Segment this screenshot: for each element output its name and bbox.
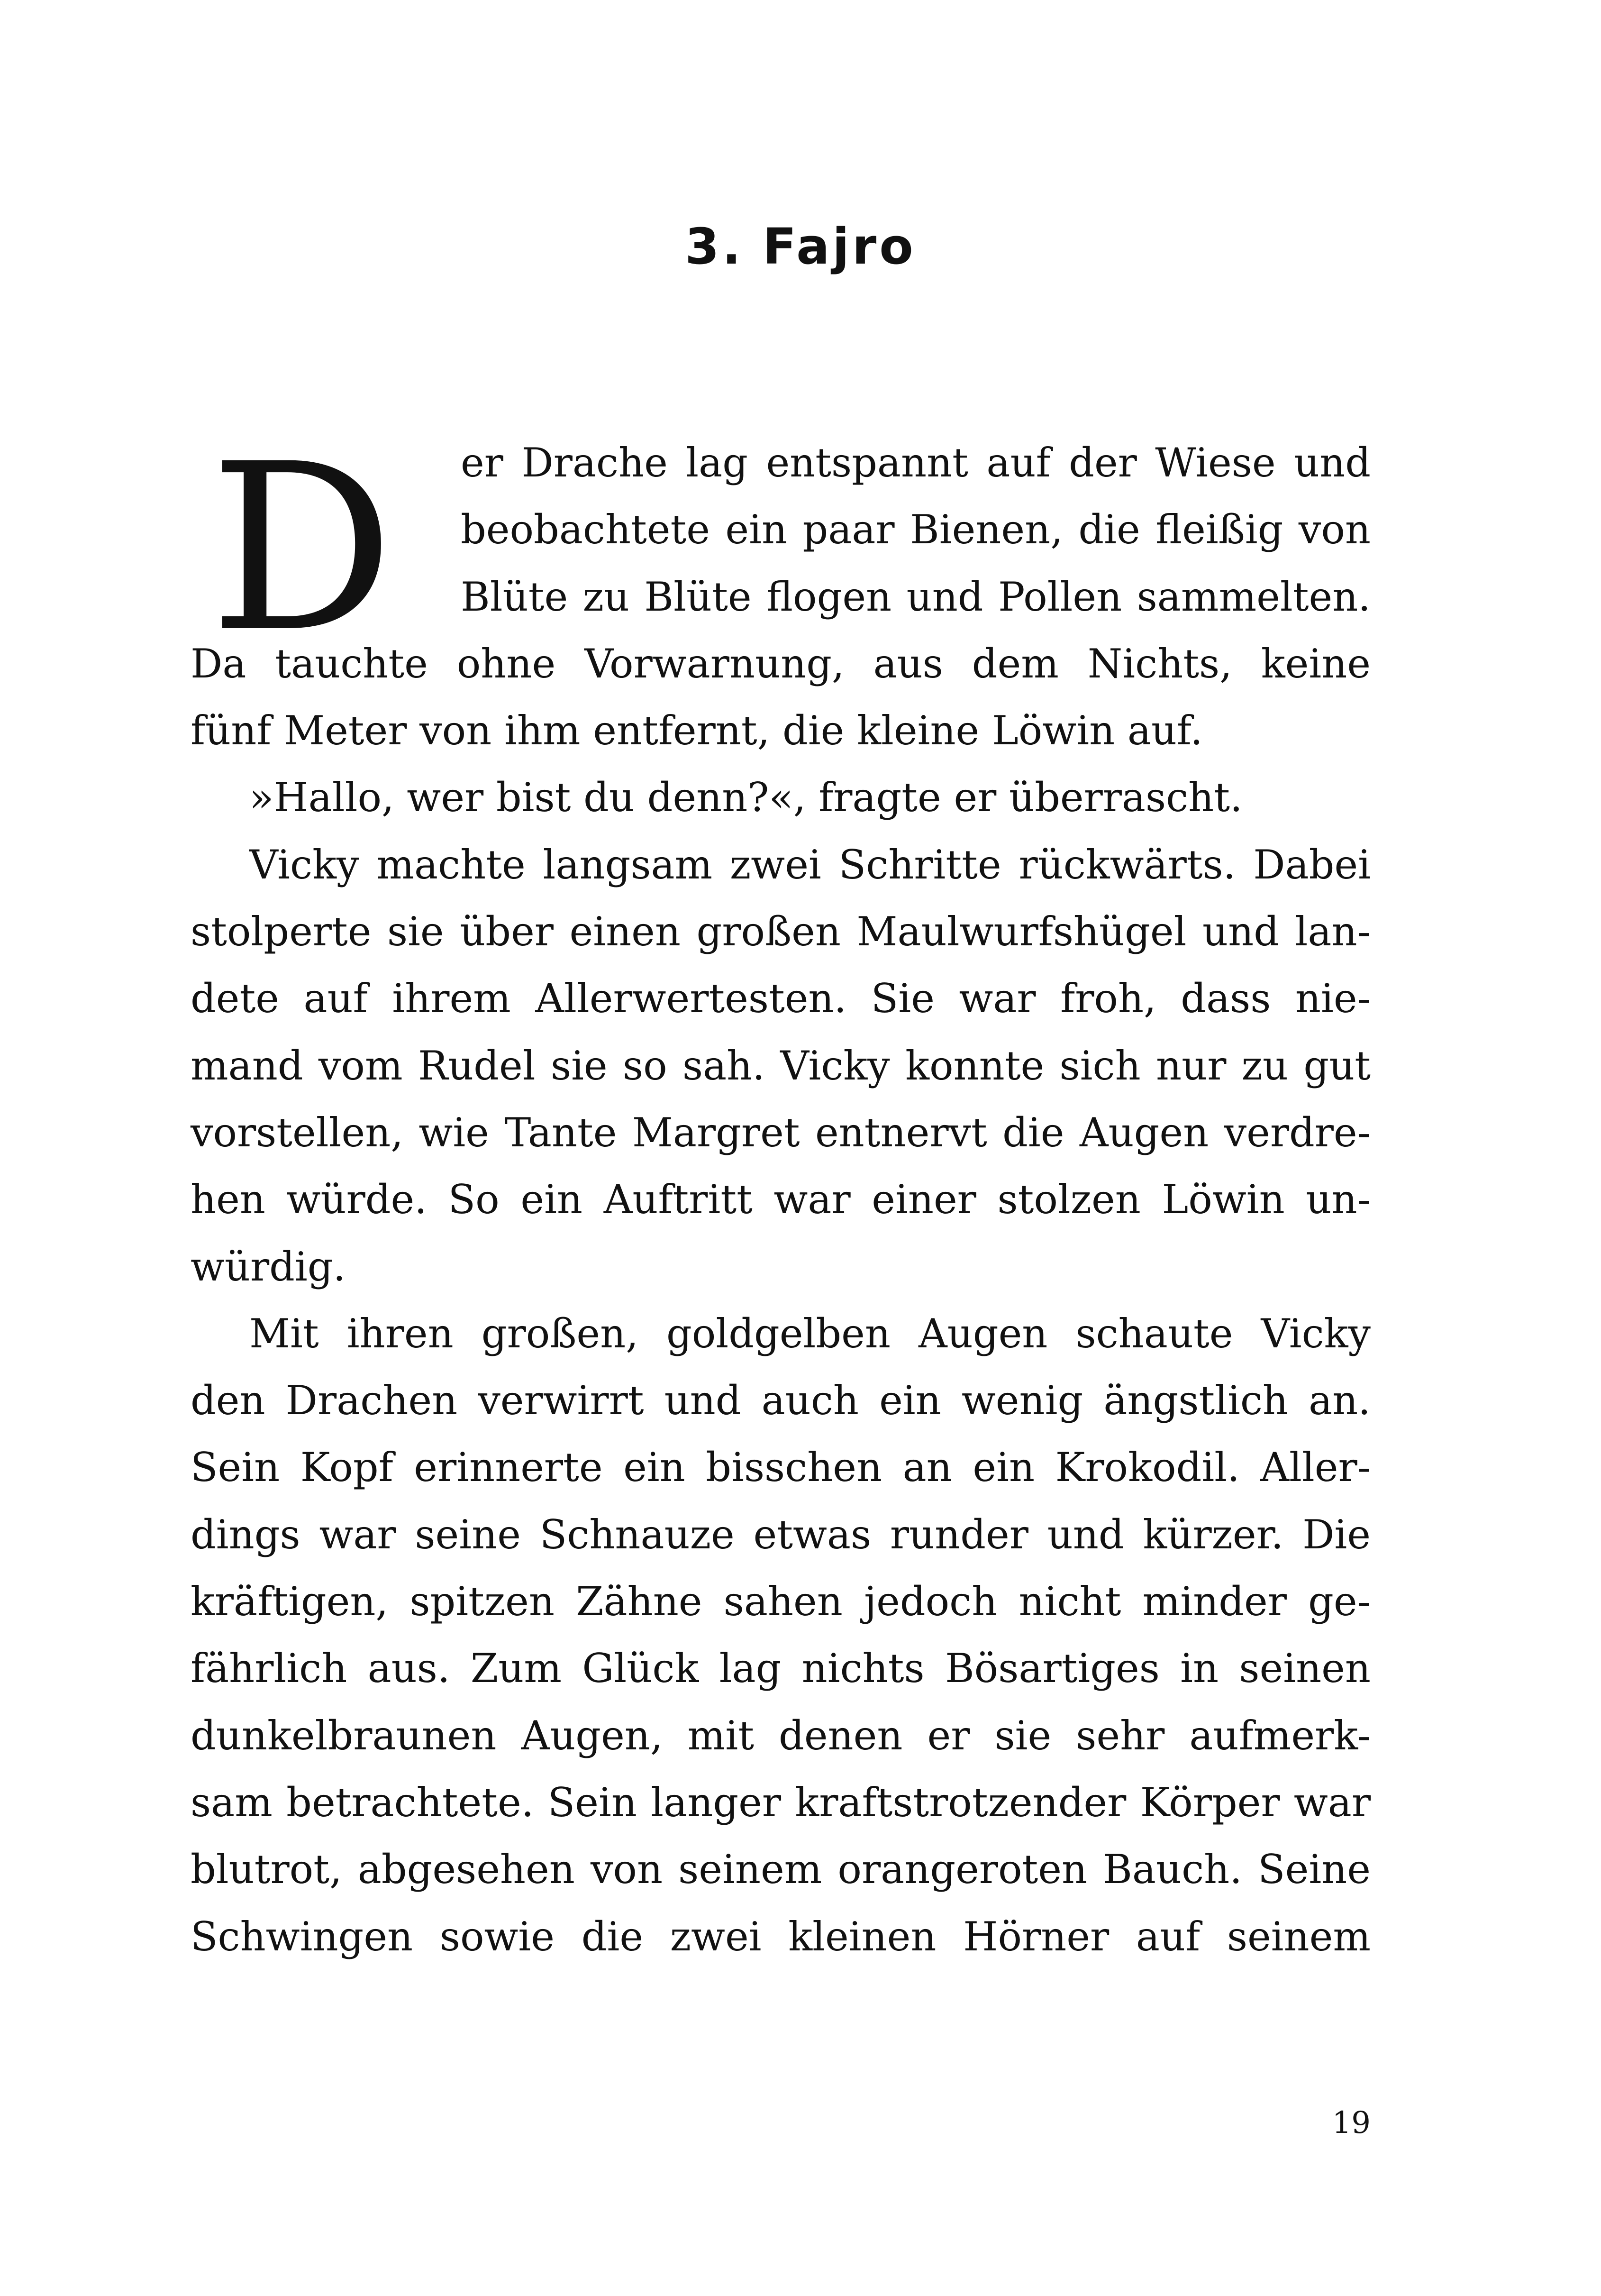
text-line: fährlich aus. Zum Glück lag nichts Bösartiges in seinen (191, 1645, 1371, 1692)
text-line: blutrot, abgesehen von seinem orangeroten Bauch. Seine (191, 1846, 1371, 1893)
text-line: Blüte zu Blüte flogen und Pollen sammelten. (461, 573, 1371, 620)
drop-cap: D (209, 414, 394, 683)
text-line: vorstellen, wie Tante Margret entnervt die Augen verdre- (191, 1109, 1371, 1156)
text-line: fünf Meter von ihm entfernt, die kleine Löwin auf. (191, 707, 1203, 754)
text-line: dunkelbraunen Augen, mit denen er sie sehr aufmerk- (191, 1712, 1371, 1759)
chapter-name: Fajro (763, 218, 916, 275)
text-line: »Hallo, wer bist du denn?«, fragte er überrascht. (249, 774, 1243, 821)
text-line: Da tauchte ohne Vorwarnung, aus dem Nichts, keine (191, 640, 1371, 687)
text-line: Mit ihren großen, goldgelben Augen schaute Vicky (249, 1310, 1371, 1357)
text-line: Schwingen sowie die zwei kleinen Hörner auf seinem (191, 1913, 1371, 1960)
text-line: dings war seine Schnauze etwas runder und kürzer. Die (191, 1511, 1371, 1558)
text-line: kräftigen, spitzen Zähne sahen jedoch nicht minder ge- (191, 1578, 1371, 1625)
text-line: dete auf ihrem Allerwertesten. Sie war froh, dass nie- (191, 975, 1371, 1022)
body-text (191, 414, 1371, 1970)
text-line: Sein Kopf erinnerte ein bisschen an ein Krokodil. Aller- (191, 1444, 1371, 1491)
text-line: den Drachen verwirrt und auch ein wenig ängstlich an. (191, 1377, 1371, 1424)
text-line: mand vom Rudel sie so sah. Vicky konnte sich nur zu gut (191, 1042, 1371, 1089)
text-line: würdig. (191, 1243, 346, 1290)
chapter-number: 3. (685, 218, 744, 275)
chapter-title (0, 218, 1601, 275)
text-line: Vicky machte langsam zwei Schritte rückwärts. Dabei (249, 841, 1371, 888)
text-line: stolperte sie über einen großen Maulwurfshügel und lan- (191, 908, 1371, 955)
text-line: er Drache lag entspannt auf der Wiese und (461, 439, 1371, 486)
text-line: beobachtete ein paar Bienen, die fleißig von (461, 506, 1371, 553)
text-line: sam betrachtete. Sein langer kraftstrotzender Körper war (191, 1779, 1371, 1826)
page-number: 19 (1332, 2105, 1371, 2140)
text-line: hen würde. So ein Auftritt war einer stolzen Löwin un- (191, 1176, 1371, 1223)
